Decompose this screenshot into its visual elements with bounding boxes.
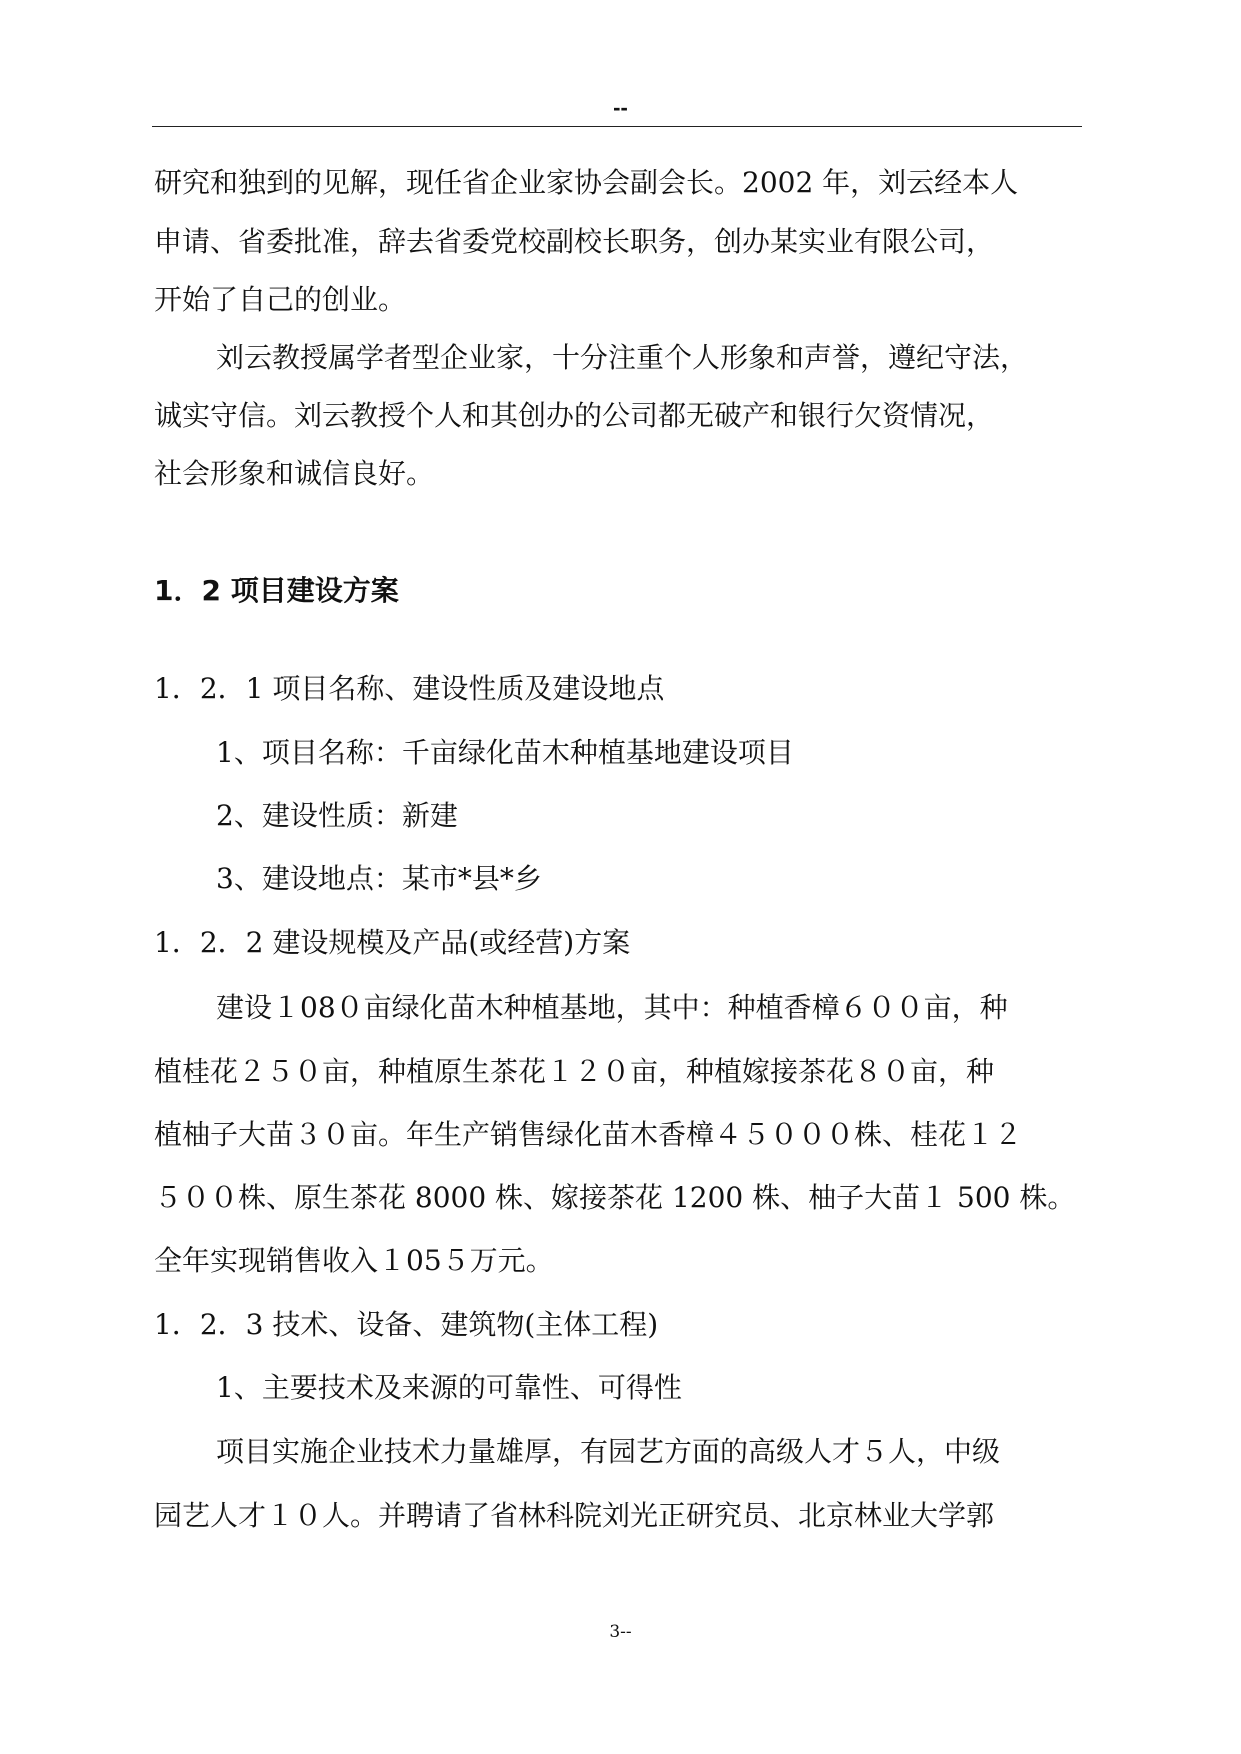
text-line: 项目实施企业技术力量雄厚，有园艺方面的高级人才５人，中级	[216, 1435, 1001, 1468]
subsection-heading: 1．2．3 技术、设备、建筑物(主体工程)	[154, 1308, 659, 1341]
text-line: 建设１08０亩绿化苗木种植基地，其中：种植香樟６００亩，种	[216, 991, 1008, 1024]
text-line: 开始了自己的创业。	[154, 283, 407, 316]
text-line: ５００株、原生茶花 8000 株、嫁接茶花 1200 株、柚子大苗１ 500 株。	[154, 1181, 1076, 1214]
list-item: 1、主要技术及来源的可靠性、可得性	[216, 1371, 682, 1404]
text-line: 植桂花２５０亩，种植原生茶花１２０亩，种植嫁接茶花８０亩，种	[154, 1055, 995, 1088]
list-item: 3、建设地点：某市*县*乡	[216, 862, 542, 895]
page-number: 3--	[609, 1622, 632, 1642]
list-item: 1、项目名称：千亩绿化苗木种植基地建设项目	[216, 736, 794, 769]
text-line: 全年实现销售收入１05５万元。	[154, 1244, 554, 1277]
text-line: 社会形象和诚信良好。	[154, 457, 435, 490]
text-line: 研究和独到的见解，现任省企业家协会副会长。2002 年，刘云经本人	[154, 166, 1019, 199]
page-header-mark: --	[613, 95, 628, 120]
subsection-heading: 1．2．2 建设规模及产品(或经营)方案	[154, 926, 631, 959]
text-line: 植柚子大苗３０亩。年生产销售绿化苗木香樟４５０００株、桂花１２	[154, 1118, 1023, 1151]
list-item: 2、建设性质：新建	[216, 799, 458, 832]
section-heading: 1．2 项目建设方案	[154, 574, 399, 607]
subsection-heading: 1．2．1 项目名称、建设性质及建设地点	[154, 672, 665, 705]
text-line: 诚实守信。刘云教授个人和其创办的公司都无破产和银行欠资情况，	[154, 399, 995, 432]
text-line: 申请、省委批准，辞去省委党校副校长职务，创办某实业有限公司，	[154, 225, 995, 258]
text-line: 园艺人才１０人。并聘请了省林科院刘光正研究员、北京林业大学郭	[154, 1499, 995, 1532]
header-divider	[152, 126, 1082, 127]
text-line: 刘云教授属学者型企业家，十分注重个人形象和声誉，遵纪守法，	[216, 341, 1029, 374]
